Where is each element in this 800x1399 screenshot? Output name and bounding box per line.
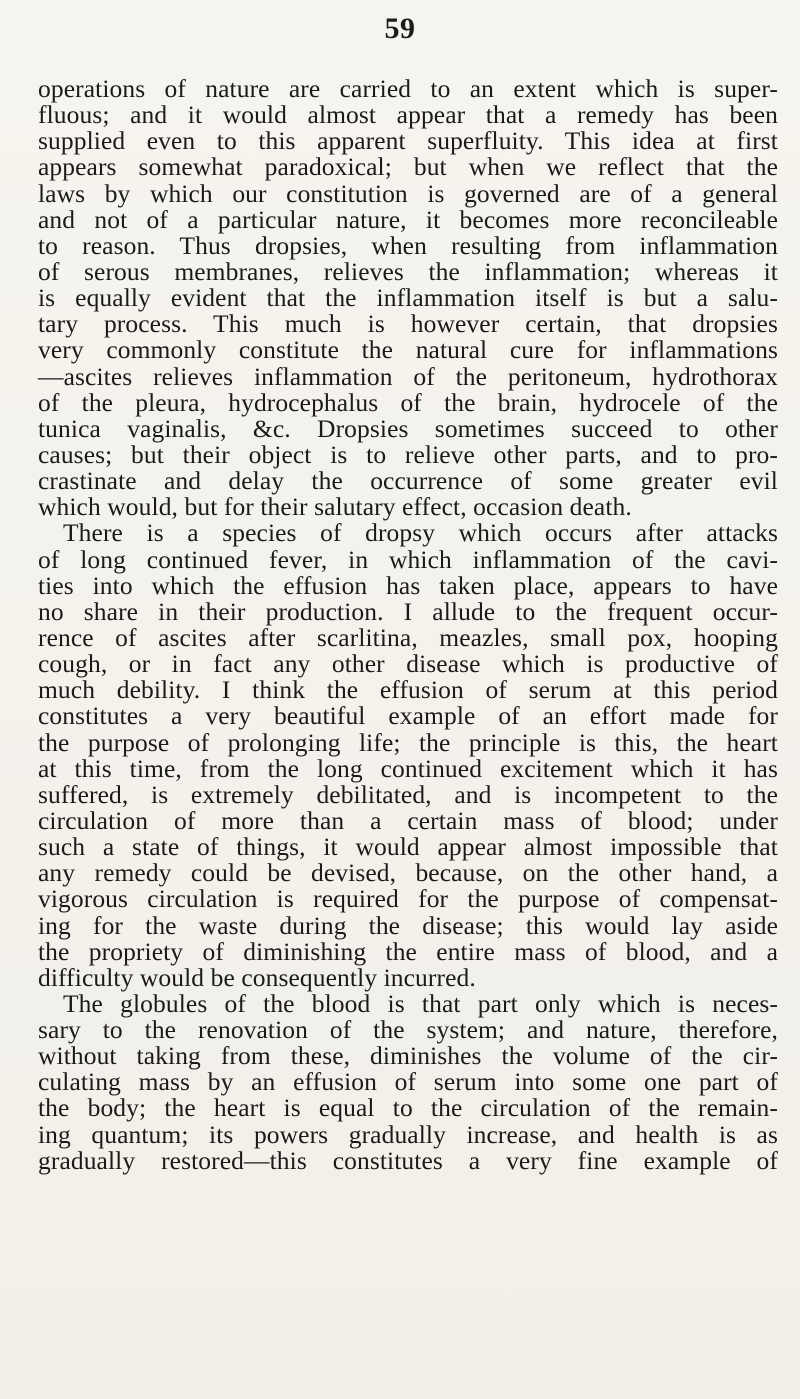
text-line: vigorous circulation is required for the purpose of compensat- bbox=[38, 884, 778, 914]
body-text bbox=[38, 76, 778, 1174]
text-line: ing for the waste during the disease; this would lay aside bbox=[38, 910, 778, 940]
text-line: is equally evident that the inflammation itself is but a salu- bbox=[38, 283, 778, 313]
text-line: ing quantum; its powers gradually increase, and health is as bbox=[38, 1119, 778, 1149]
text-line: the propriety of diminishing the entire mass of blood, and a bbox=[38, 936, 778, 966]
text-line: of long continued fever, in which inflammation of the cavi- bbox=[38, 544, 778, 574]
text-line: There is a species of dropsy which occurs after attacks bbox=[63, 518, 778, 548]
text-line: of serous membranes, relieves the inflammation; whereas it bbox=[38, 256, 778, 286]
text-line: the body; the heart is equal to the circulation of the remain- bbox=[38, 1093, 778, 1123]
text-line: at this time, from the long continued excitement which it has bbox=[38, 753, 778, 783]
text-line: sary to the renovation of the system; and nature, therefore, bbox=[38, 1015, 778, 1045]
text-line: and not of a particular nature, it becomes more reconcileable bbox=[38, 204, 778, 234]
text-line: difficulty would be consequently incurred. bbox=[38, 962, 476, 992]
text-line: very commonly constitute the natural cure for inflammations bbox=[38, 335, 778, 365]
text-line: much debility. I think the effusion of serum at this period bbox=[38, 675, 778, 705]
text-line: causes; but their object is to relieve other parts, and to pro- bbox=[38, 439, 778, 469]
text-line: such a state of things, it would appear almost impossible that bbox=[38, 832, 778, 862]
text-line: constitutes a very beautiful example of an effort made for bbox=[38, 701, 778, 731]
text-line: circulation of more than a certain mass of blood; under bbox=[38, 805, 778, 835]
text-line: —ascites relieves inflammation of the peritoneum, hydrothorax bbox=[38, 361, 778, 391]
text-line: fluous; and it would almost appear that a remedy has been bbox=[38, 100, 778, 130]
text-line: ties into which the effusion has taken place, appears to have bbox=[38, 570, 778, 600]
text-line: appears somewhat paradoxical; but when we reflect that the bbox=[38, 152, 778, 182]
text-line: crastinate and delay the occurrence of some greater evil bbox=[38, 466, 778, 496]
text-line: to reason. Thus dropsies, when resulting from inflammation bbox=[38, 230, 778, 260]
text-line: culating mass by an effusion of serum into some one part of bbox=[38, 1067, 778, 1097]
text-line: gradually restored—this constitutes a very fine example of bbox=[38, 1145, 778, 1175]
text-line: tary process. This much is however certain, that dropsies bbox=[38, 309, 778, 339]
text-line: The globules of the blood is that part only which is neces- bbox=[63, 988, 778, 1018]
text-line: suffered, is extremely debilitated, and is incompetent to the bbox=[38, 779, 778, 809]
text-line: the purpose of prolonging life; the principle is this, the heart bbox=[38, 727, 778, 757]
text-line: laws by which our constitution is governed are of a general bbox=[38, 178, 778, 208]
text-line: operations of nature are carried to an extent which is super- bbox=[38, 74, 778, 103]
text-line: which would, but for their salutary effect, occasion death. bbox=[38, 492, 632, 522]
text-line: rence of ascites after scarlitina, meazles, small pox, hooping bbox=[38, 622, 778, 652]
text-line: without taking from these, diminishes the volume of the cir- bbox=[38, 1041, 778, 1071]
text-line: tunica vaginalis, &c. Dropsies sometimes succeed to other bbox=[38, 413, 778, 443]
text-line: cough, or in fact any other disease which is productive of bbox=[38, 649, 778, 679]
page-number: 59 bbox=[384, 12, 416, 45]
text-line: no share in their production. I allude to the frequent occur- bbox=[38, 596, 778, 626]
text-line: of the pleura, hydrocephalus of the brain, hydrocele of the bbox=[38, 387, 778, 417]
text-line: supplied even to this apparent superfluity. This idea at first bbox=[38, 126, 778, 156]
text-line: any remedy could be devised, because, on the other hand, a bbox=[38, 858, 778, 888]
